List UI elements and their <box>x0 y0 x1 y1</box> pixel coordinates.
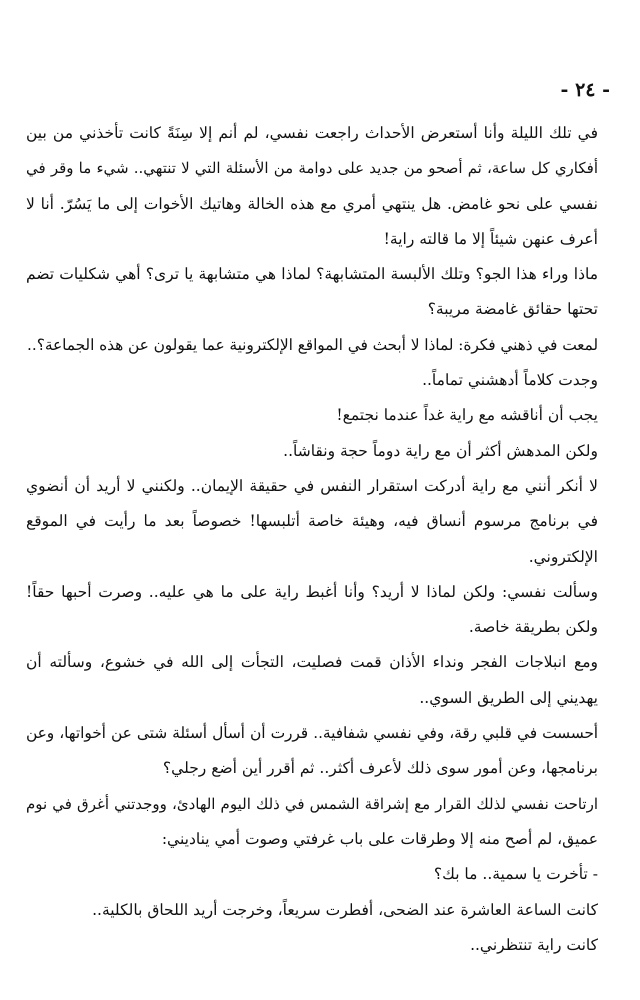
text-line: لا أنكر أنني مع راية أدركت استقرار النفس في حقيقة الإيمان.. ولكنني لا أريد أن أنضوي <box>26 476 598 495</box>
paragraph <box>26 857 612 892</box>
paragraph <box>26 645 612 716</box>
text-line: يهديني إلى الطريق السوي.. <box>419 688 598 707</box>
body-text <box>26 116 612 963</box>
text-line: برنامجها، وعن أمور سوى ذلك لأعرف أكثر.. ثم أقرر أين أضع رجلي؟ <box>162 759 598 778</box>
text-line: كانت راية تنتظرني.. <box>470 935 598 954</box>
paragraph <box>26 434 612 469</box>
text-line: نفسي على نحو غامض. هل ينتهي أمري مع هذه الخالة وهاتيك الأخوات إلى ما يَسُرّ. أنا لا <box>26 194 598 213</box>
text-line: أعرف عنهن شيئاً إلا ما قالته راية! <box>383 229 598 248</box>
text-line: الإلكتروني. <box>528 547 598 566</box>
paragraph <box>26 575 612 646</box>
text-line: أفكاري كل ساعة، ثم أصحو من جديد على دوامة من الأسئلة التي لا تنتهي.. شيء ما وقر في <box>26 159 598 178</box>
paragraph <box>26 716 612 787</box>
paragraph <box>26 469 612 575</box>
text-line: ارتاحت نفسي لذلك القرار مع إشراقة الشمس في ذلك اليوم الهادئ، ووجدتني أغرق في نوم <box>26 794 598 813</box>
text-line: أحسست في قلبي رقة، وفي نفسي شفافية.. قررت أن أسأل أسئلة شتى عن أخواتها، وعن <box>26 724 598 743</box>
text-line: - تأخرت يا سمية.. ما بك؟ <box>433 865 598 884</box>
page-number: - ٢٤ - <box>560 79 610 101</box>
text-line: كانت الساعة العاشرة عند الضحى، أفطرت سريعاً، وخرجت أريد اللحاق بالكلية.. <box>92 900 598 919</box>
paragraph <box>26 116 612 257</box>
paragraph <box>26 928 612 963</box>
text-line: ومع انبلاجات الفجر ونداء الأذان قمت فصليت، التجأت إلى الله في خشوع، وسألته أن <box>26 653 598 672</box>
text-line: وسألت نفسي: ولكن لماذا لا أريد؟ وأنا أغبط راية على ما هي عليه.. وصرت أحبها حقاً! <box>26 582 598 601</box>
text-line: ولكن بطريقة خاصة. <box>468 618 598 637</box>
text-line: وجدت كلاماً أدهشني تماماً.. <box>422 371 598 390</box>
text-line: عميق، لم أصح منه إلا وطرقات على باب غرفتي وصوت أمي يناديني: <box>161 829 598 848</box>
paragraph <box>26 328 612 363</box>
paragraph <box>26 893 612 928</box>
text-line: يجب أن أناقشه مع راية غداً عندما نجتمع! <box>336 406 598 425</box>
text-line: في برنامج مرسوم أنساق فيه، وهيئة خاصة أتلبسها! خصوصاً بعد ما رأيت في الموقع <box>26 512 598 531</box>
paragraph <box>26 787 612 858</box>
paragraph <box>26 363 612 398</box>
paragraph <box>26 398 612 433</box>
text-line: تحتها حقائق غامضة مريبة؟ <box>427 300 598 319</box>
text-line: لمعت في ذهني فكرة: لماذا لا أبحث في المواقع الإلكترونية عما يقولون عن هذه الجماعة؟.. <box>27 335 598 354</box>
paragraph <box>26 257 612 328</box>
text-line: في تلك الليلة وأنا أستعرض الأحداث راجعت نفسي، لم أنم إلا سِنَةً كانت تأخذني من بين <box>26 124 598 142</box>
text-line: ولكن المدهش أكثر أن مع راية دوماً حجة ونقاشاً.. <box>283 441 598 460</box>
text-line: ماذا وراء هذا الجو؟ وتلك الألبسة المتشابهة؟ لماذا هي متشابهة يا ترى؟ أهي شكليات تضم <box>26 265 598 284</box>
